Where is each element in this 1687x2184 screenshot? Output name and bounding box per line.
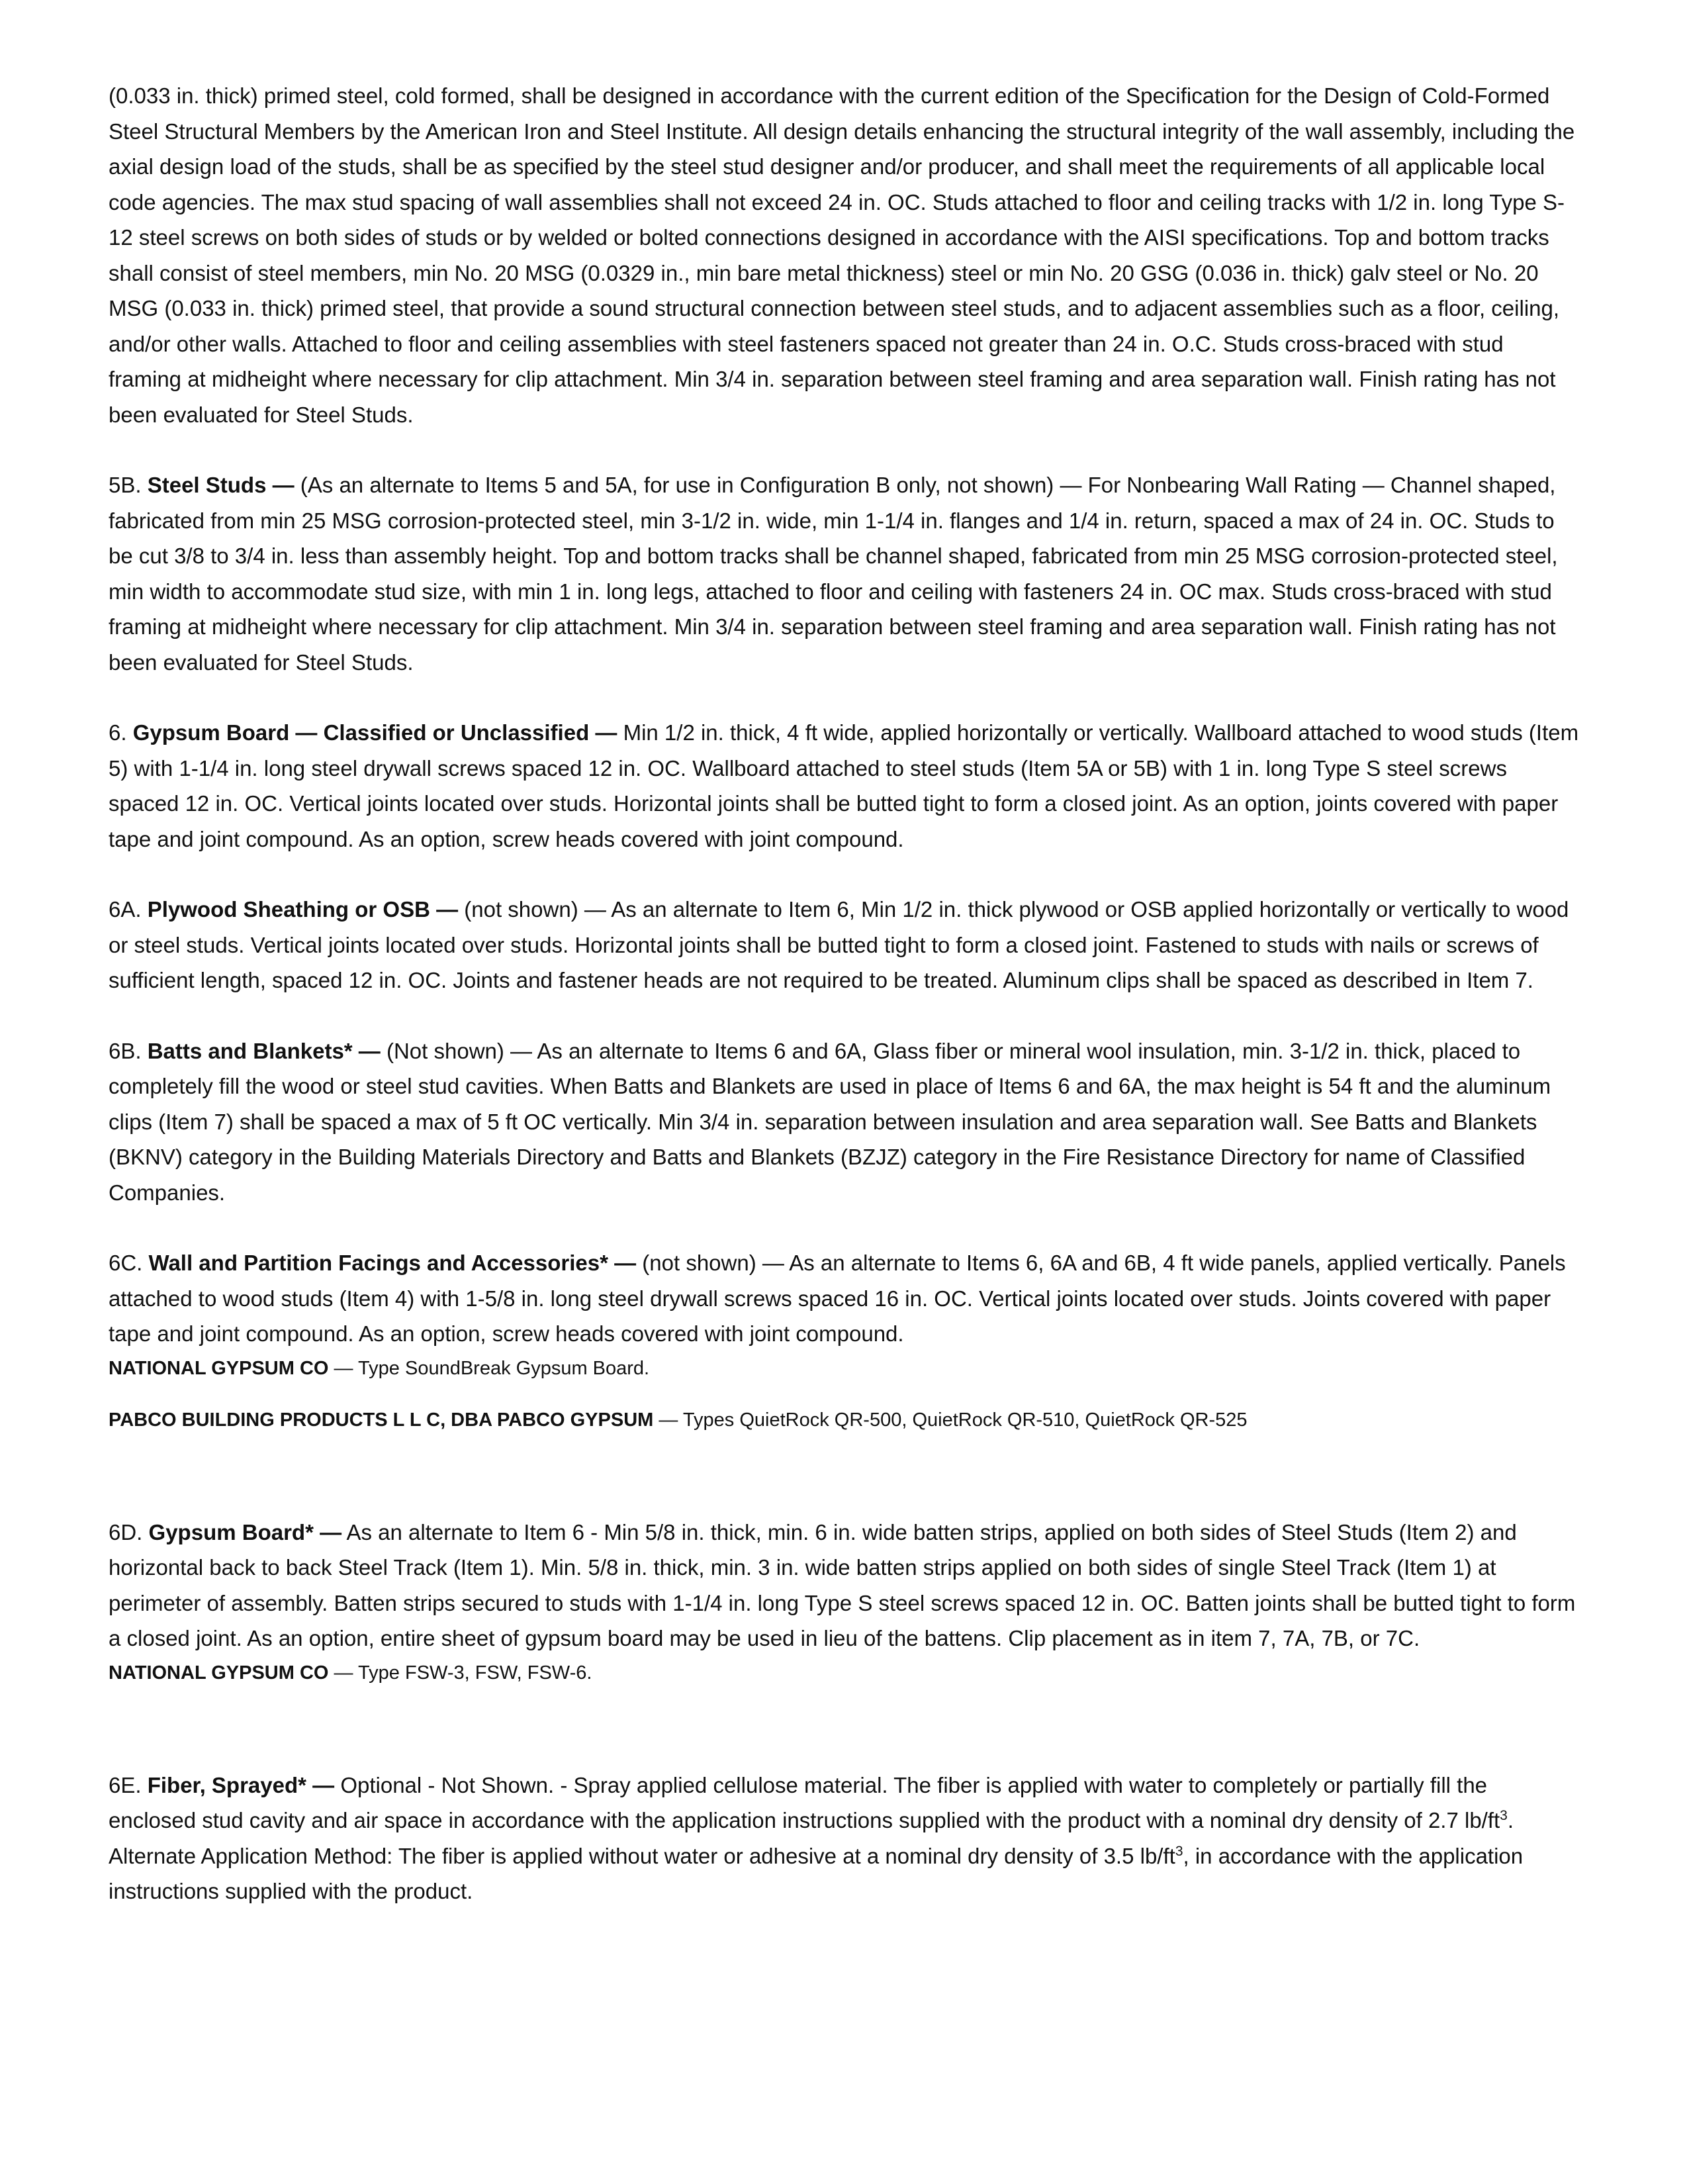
item-body: Min 1/2 in. thick, 4 ft wide, applied horizontally or vertically. Wallboard attached to wood studs (Item 5) with 1-1/4 in. long steel drywall screws spaced 12 in. OC. Wallboard attached to steel studs (Item 5A or 5B) with 1 in. long Type S steel screws spaced 12 in. OC. Vertical joints located over studs. Horizontal joints shall be butted tight to form a closed joint. As an option, joints covered with paper tape and joint compound. As an option, screw heads covered with joint compound. bbox=[109, 720, 1579, 851]
company-product: — Type FSW-3, FSW, FSW-6. bbox=[334, 1662, 592, 1684]
document-page bbox=[109, 78, 1579, 1909]
item-6e bbox=[109, 1768, 1579, 1909]
company-product: — Types QuietRock QR-500, QuietRock QR-510, QuietRock QR-525 bbox=[659, 1409, 1248, 1431]
item-title: Plywood Sheathing or OSB — bbox=[147, 897, 459, 922]
item-6b bbox=[109, 1033, 1579, 1211]
item-number: 5B. bbox=[109, 473, 142, 497]
item-body: As an alternate to Item 6 - Min 5/8 in. thick, min. 6 in. wide batten strips, applied on both sides of Steel Studs (Item 2) and horizontal back to back Steel Track (Item 1). Min. 5/8 in. thick, min. 3 in. wide batten strips applied on both sides of single Steel Track (Item 1) at perimeter of assembly. Batten strips secured to studs with 1-1/4 in. long Type S steel screws spaced 12 in. OC. Batten joints shall be butted tight to form a closed joint. As an option, entire sheet of gypsum board may be used in lieu of the battens. Clip placement as in item 7, 7A, 7B, or 7C. bbox=[109, 1519, 1576, 1650]
item-body: , in accordance with the application instructions supplied with the product. bbox=[109, 1843, 1524, 1903]
item-5a-continuation: (0.033 in. thick) primed steel, cold formed, shall be designed in accordance with the current edition of the Specification for the Design of Cold-Formed Steel Structural Members by the American Iron and Steel Institute. All design details enhancing the structural integrity of the wall assembly, including the axial design load of the studs, shall be as specified by the steel stud designer and/or producer, and shall meet the requirements of all applicable local code agencies. The max stud spacing of wall assemblies shall not exceed 24 in. OC. Studs attached to floor and ceiling tracks with 1/2 in. long Type S-12 steel screws on both sides of studs or by welded or bolted connections designed in accordance with the AISI specifications. Top and bottom tracks shall consist of steel members, min No. 20 MSG (0.0329 in., min bare metal thickness) steel or min No. 20 GSG (0.036 in. thick) galv steel or No. 20 MSG (0.033 in. thick) primed steel, that provide a sound structural connection between steel studs, and to adjacent assemblies such as a floor, ceiling, and/or other walls. Attached to floor and ceiling assemblies with steel fasteners spaced not greater than 24 in. O.C. Studs cross-braced with stud framing at midheight where necessary for clip attachment. Min 3/4 in. separation between steel framing and area separation wall. Finish rating has not been evaluated for Steel Studs. bbox=[109, 83, 1575, 427]
item-number: 6D. bbox=[109, 1519, 143, 1544]
company-product: — Type SoundBreak Gypsum Board. bbox=[334, 1357, 650, 1379]
item-title: Gypsum Board — Classified or Unclassified — bbox=[132, 720, 617, 745]
item-body: (not shown) — As an alternate to Items 6, 6A and 6B, 4 ft wide panels, applied vertically. Panels attached to wood studs (Item 4) with 1-5/8 in. long steel drywall screws spaced 16 in. OC. Vertical joints located over studs. Joints covered with paper tape and joint compound. As an option, screw heads covered with joint compound. bbox=[109, 1251, 1566, 1346]
superscript: 3 bbox=[1175, 1843, 1183, 1859]
item-title: Wall and Partition Facings and Accessories* — bbox=[148, 1251, 637, 1275]
item-6a bbox=[109, 892, 1579, 998]
item-6 bbox=[109, 715, 1579, 857]
company-name: NATIONAL GYPSUM CO bbox=[109, 1357, 329, 1379]
item-6c bbox=[109, 1245, 1579, 1352]
company-listing bbox=[109, 1403, 1579, 1437]
company-name: PABCO BUILDING PRODUCTS L L C, DBA PABCO GYPSUM bbox=[109, 1409, 654, 1431]
company-listing bbox=[109, 1352, 1579, 1385]
item-body: (As an alternate to Items 5 and 5A, for use in Configuration B only, not shown) — For Nonbearing Wall Rating — Channel shaped, fabricated from min 25 MSG corrosion-protected steel, min 3-1/2 in. wide, min 1-1/4 in. flanges and 1/4 in. return, spaced a max of 24 in. OC. Studs to be cut 3/8 to 3/4 in. less than assembly height. Top and bottom tracks shall be channel shaped, fabricated from min 25 MSG corrosion-protected steel, min width to accommodate stud size, with min 1 in. long legs, attached to floor and ceiling with fasteners 24 in. OC max. Studs cross-braced with stud framing at midheight where necessary for clip attachment. Min 3/4 in. separation between steel framing and area separation wall. Finish rating has not been evaluated for Steel Studs. bbox=[109, 473, 1558, 675]
item-title: Steel Studs — bbox=[147, 473, 295, 497]
item-5b bbox=[109, 467, 1579, 680]
item-number: 6B. bbox=[109, 1038, 142, 1063]
item-number: 6E. bbox=[109, 1772, 142, 1797]
item-number: 6A. bbox=[109, 897, 142, 922]
item-body: Optional - Not Shown. - Spray applied cellulose material. The fiber is applied with water to completely or partially fill the enclosed stud cavity and air space in accordance with the application instructions supplied with the product with a nominal dry density of 2.7 lb/ft bbox=[109, 1772, 1500, 1832]
item-title: Batts and Blankets* — bbox=[147, 1038, 381, 1063]
company-listing bbox=[109, 1656, 1579, 1689]
item-6d bbox=[109, 1515, 1579, 1656]
company-name: NATIONAL GYPSUM CO bbox=[109, 1662, 329, 1684]
superscript: 3 bbox=[1500, 1808, 1508, 1823]
item-body: . Alternate Application Method: The fiber is applied without water or adhesive at a nominal dry density of 3.5 lb/ft bbox=[109, 1808, 1514, 1868]
item-body: (not shown) — As an alternate to Item 6, Min 1/2 in. thick plywood or OSB applied horizontally or vertically to wood or steel studs. Vertical joints located over studs. Horizontal joints shall be butted tight to form a closed joint. Fastened to studs with nails or screws of sufficient length, spaced 12 in. OC. Joints and fastener heads are not required to be treated. Aluminum clips shall be spaced as described in Item 7. bbox=[109, 897, 1569, 992]
item-number: 6C. bbox=[109, 1251, 143, 1275]
item-body: (Not shown) — As an alternate to Items 6 and 6A, Glass fiber or mineral wool insulation, min. 3-1/2 in. thick, placed to completely fill the wood or steel stud cavities. When Batts and Blankets are used in place of Items 6 and 6A, the max height is 54 ft and the aluminum clips (Item 7) shall be spaced a max of 5 ft OC vertically. Min 3/4 in. separation between insulation and area separation wall. See Batts and Blankets (BKNV) category in the Building Materials Directory and Batts and Blankets (BZJZ) category in the Fire Resistance Directory for name of Classified Companies. bbox=[109, 1038, 1551, 1205]
item-title: Fiber, Sprayed* — bbox=[147, 1772, 335, 1797]
item-number: 6. bbox=[109, 720, 127, 745]
item-title: Gypsum Board* — bbox=[148, 1519, 342, 1544]
